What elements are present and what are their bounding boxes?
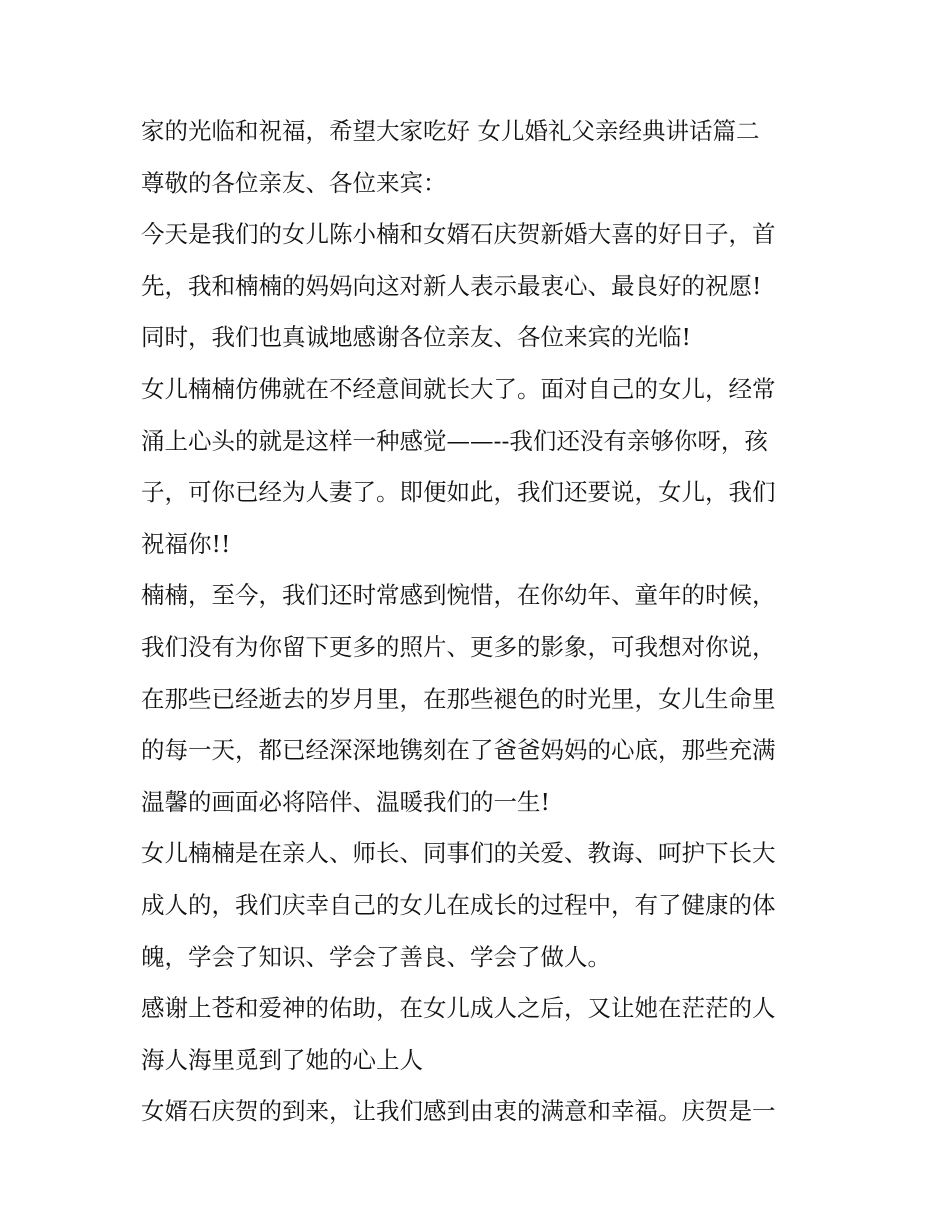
text-line-8: 子，可你已经为人妻了。即便如此，我们还要说，女儿，我们	[141, 478, 776, 507]
text-line-12: 在那些已经逝去的岁月里，在那些褪色的时光里，女儿生命里	[141, 684, 776, 713]
speech-text	[141, 106, 821, 1138]
text-line-7: 涌上心头的就是这样一种感觉——--我们还没有亲够你呀，孩	[141, 426, 768, 455]
text-line-4: 先，我和楠楠的妈妈向这对新人表示最衷心、最良好的祝愿!	[141, 271, 762, 300]
text-line-5: 同时，我们也真诚地感谢各位亲友、各位来宾的光临!	[141, 323, 691, 352]
text-line-3: 今天是我们的女儿陈小楠和女婿石庆贺新婚大喜的好日子，首	[141, 220, 776, 249]
text-line-13: 的每一天，都已经深深地镌刻在了爸爸妈妈的心底，那些充满	[141, 736, 776, 765]
text-line-9: 祝福你!!	[141, 529, 231, 558]
text-line-18: 感谢上苍和爱神的佑助，在女儿成人之后，又让她在茫茫的人	[141, 994, 776, 1023]
text-line-20: 女婿石庆贺的到来，让我们感到由衷的满意和幸福。庆贺是一	[141, 1097, 776, 1126]
text-line-16: 成人的，我们庆幸自己的女儿在成长的过程中，有了健康的体	[141, 890, 776, 919]
text-line-6: 女儿楠楠仿佛就在不经意间就长大了。面对自己的女儿，经常	[141, 374, 776, 403]
text-line-11: 我们没有为你留下更多的照片、更多的影象，可我想对你说，	[141, 632, 776, 661]
text-line-19: 海人海里觅到了她的心上人	[141, 1045, 423, 1074]
text-line-17: 魄，学会了知识、学会了善良、学会了做人。	[141, 942, 611, 971]
text-line-1: 家的光临和祝福，希望大家吃好 女儿婚礼父亲经典讲话篇二	[141, 117, 760, 145]
text-line-15: 女儿楠楠是在亲人、师长、同事们的关爱、教诲、呵护下长大	[141, 839, 776, 868]
text-line-14: 温馨的画面必将陪伴、温暖我们的一生!	[141, 787, 550, 816]
text-line-2: 尊敬的各位亲友、各位来宾：	[141, 168, 447, 197]
text-line-10: 楠楠，至今，我们还时常感到惋惜，在你幼年、童年的时候，	[141, 581, 776, 610]
